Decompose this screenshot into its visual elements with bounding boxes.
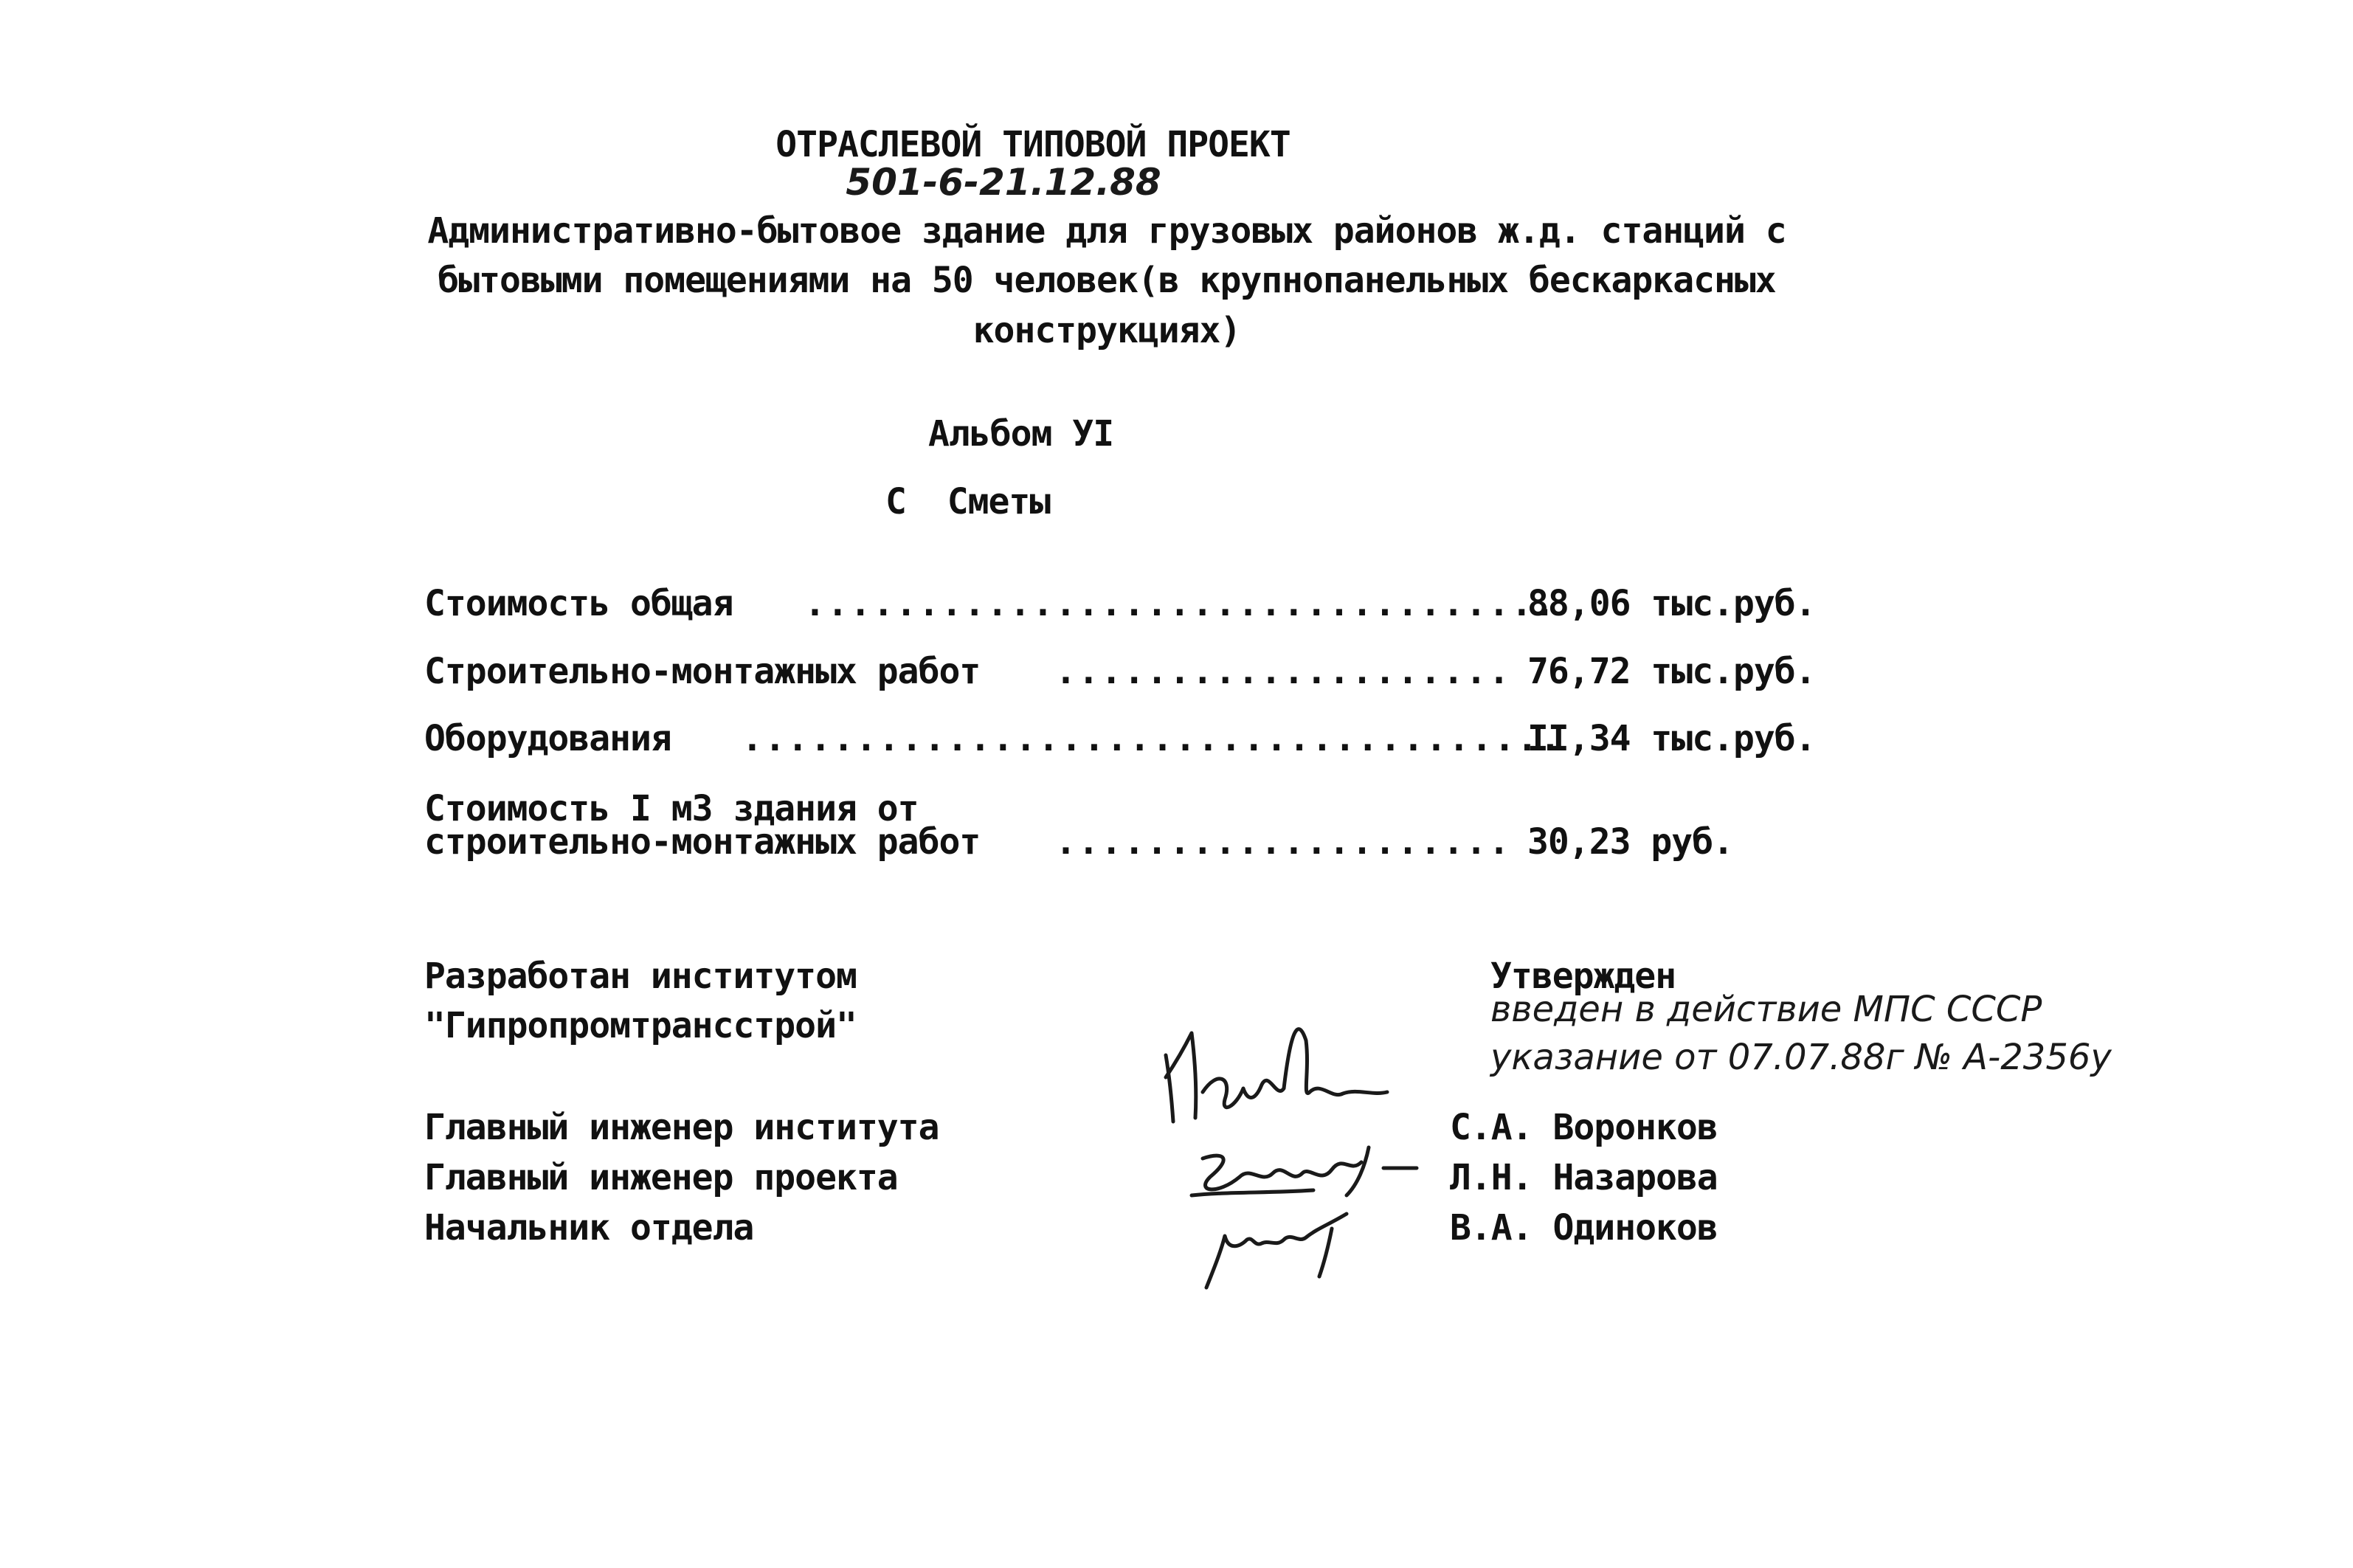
cost-per-m3-label-line-1: Стоимость I м3 здания от bbox=[424, 788, 919, 829]
cost-total-leader: ................................. bbox=[804, 583, 1557, 624]
developer-line-1: Разработан институтом bbox=[424, 956, 857, 997]
signature-nazarova bbox=[1181, 1133, 1424, 1206]
name-department-head: В.А. Одиноков bbox=[1450, 1207, 1718, 1248]
cost-equipment-label: Оборудования bbox=[424, 718, 671, 759]
cost-per-m3-label-line-2: строительно-монтажных работ bbox=[424, 821, 981, 863]
role-chief-project-engineer: Главный инженер проекта bbox=[424, 1157, 898, 1198]
approval-line-1: Утвержден bbox=[1490, 956, 1676, 997]
signature-voronkov bbox=[1151, 1011, 1417, 1136]
cost-construction-label: Строительно-монтажных работ bbox=[424, 651, 981, 692]
section-label: С Сметы bbox=[885, 481, 1051, 522]
title-line-2: бытовыми помещениями на 50 человек(в крупнопанельных бескаркасных bbox=[438, 260, 1776, 301]
cost-construction-leader: .................... bbox=[1055, 651, 1511, 692]
cost-equipment-value: II,34 тыс.руб. bbox=[1527, 718, 1816, 759]
approval-line-3: указание от 07.07.88г № А-2356у bbox=[1490, 1037, 2112, 1078]
signature-odinokov bbox=[1195, 1206, 1365, 1295]
role-department-head: Начальник отдела bbox=[424, 1207, 754, 1248]
approval-line-2: введен в действие МПС СССР bbox=[1490, 989, 2042, 1030]
cost-equipment-leader: .................................... bbox=[742, 718, 1563, 759]
name-chief-engineer-institute: С.А. Воронков bbox=[1450, 1107, 1718, 1148]
cost-total-value: 88,06 тыс.руб. bbox=[1527, 583, 1816, 624]
cost-total-label: Стоимость общая bbox=[424, 583, 733, 624]
name-chief-project-engineer: Л.Н. Назарова bbox=[1450, 1157, 1718, 1198]
title-line-1: Административно-бытовое здание для грузовых районов ж.д. станций с bbox=[427, 210, 1786, 252]
developer-institute: "Гипропромтрансстрой" bbox=[424, 1005, 857, 1046]
role-chief-engineer-institute: Главный инженер института bbox=[424, 1107, 939, 1148]
cost-per-m3-value: 30,23 руб. bbox=[1527, 821, 1733, 863]
album-label: Альбом УI bbox=[928, 413, 1114, 455]
project-type-heading: ОТРАСЛЕВОЙ ТИПОВОЙ ПРОЕКТ bbox=[775, 124, 1290, 165]
project-number: 501-6-21.12.88 bbox=[846, 161, 1161, 204]
title-line-3: конструкциях) bbox=[972, 310, 1241, 351]
cost-construction-value: 76,72 тыс.руб. bbox=[1527, 651, 1816, 692]
cost-per-m3-leader: .................... bbox=[1055, 821, 1511, 863]
